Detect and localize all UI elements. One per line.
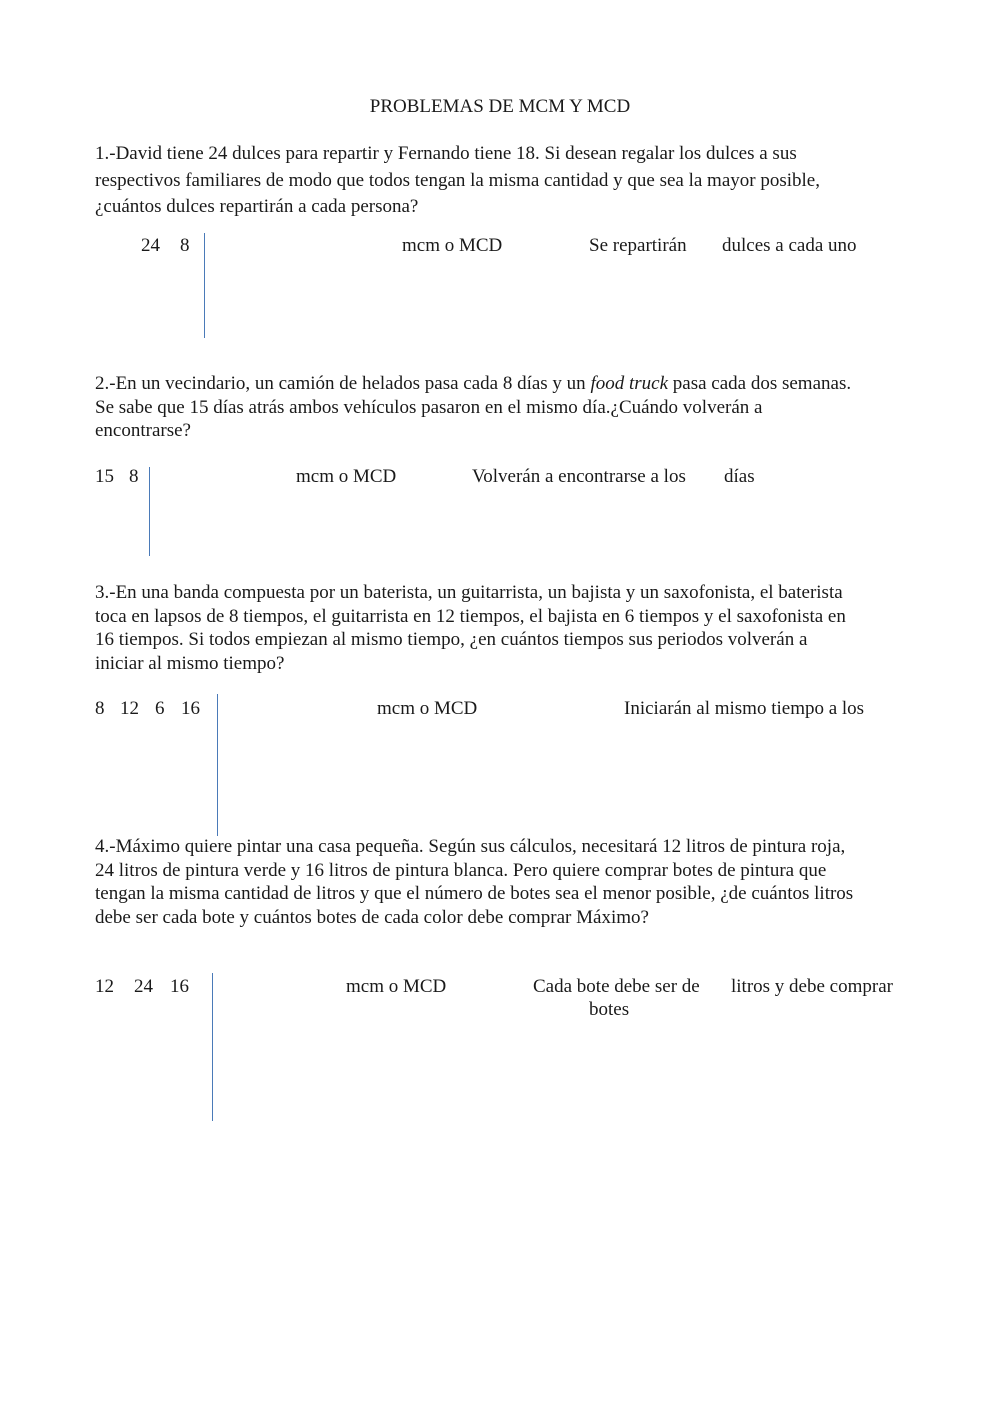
problem-3-number: 6 [155,698,165,719]
problem-3-number: 16 [181,698,200,719]
problem-4-number: 24 [134,976,153,997]
problem-1-line: ¿cuántos dulces repartirán a cada persona? [95,196,419,217]
problem-1-line: 1.-David tiene 24 dulces para repartir y Fernando tiene 18. Si desean regalar los dulces a sus [95,143,797,164]
problem-2-line: encontrarse? [95,420,191,441]
problem-1-number: 24 [141,235,160,256]
problem-1-method-label: mcm o MCD [402,235,503,256]
division-line [212,973,213,1121]
problem-2-statement [95,372,910,443]
problem-4-line: tengan la misma cantidad de litros y que el número de botes sea el menor posible, ¿de cuántos litros [95,883,854,904]
problem-1-answer-text: Se repartirán [589,235,687,256]
problem-4-answer-text: Cada bote debe ser de [533,976,700,997]
problem-4-line: debe ser cada bote y cuántos botes de cada color debe comprar Máximo? [95,906,649,928]
problem-2-text: 2.-En un vecindario, un camión de helados pasa cada 8 días y un [95,373,591,394]
problem-1-answer-text: dulces a cada uno [722,235,857,256]
problem-4-number: 12 [95,976,114,997]
problem-3-line: 16 tiempos. Si todos empiezan al mismo tiempo, ¿en cuántos tiempos sus periodos volverán a [95,629,808,650]
problem-3-method-label: mcm o MCD [377,698,478,719]
page-title: PROBLEMAS DE MCM Y MCD [369,96,631,117]
problem-4-answer-text: botes [589,999,630,1020]
problem-2-number: 15 [95,466,114,487]
problem-2-text: pasa cada dos semanas. [668,373,852,394]
problem-1-line: respectivos familiares de modo que todos tengan la misma cantidad y que sea la mayor posible, [95,169,820,191]
problem-1-statement [95,142,910,219]
problem-2-answer-text: Volverán a encontrarse a los [472,466,686,487]
problem-2-answer-text: días [724,466,755,487]
problem-2-line [95,372,910,396]
problem-4-statement [95,835,910,929]
problem-2-line: Se sabe que 15 días atrás ambos vehículos pasaron en el mismo día.¿Cuándo volverán a [95,396,763,418]
division-line [217,694,218,836]
division-line [204,233,205,338]
problem-2-number: 8 [129,466,139,487]
division-line [149,467,150,556]
problem-1-number: 8 [180,235,190,256]
problem-3-number: 12 [120,698,139,719]
problem-2-italic-term: food truck [590,373,669,394]
problem-3-line: 3.-En una banda compuesta por un baterista, un guitarrista, un bajista y un saxofonista, el baterista [95,582,843,603]
problem-4-number: 16 [170,976,189,997]
problem-4-answer-text: litros y debe comprar [731,976,893,997]
problem-3-statement [95,581,910,675]
problem-4-line: 4.-Máximo quiere pintar una casa pequeña. Según sus cálculos, necesitará 12 litros de pintura roja, [95,836,846,857]
problem-3-answer-text: Iniciarán al mismo tiempo a los [624,698,865,719]
problem-3-line: toca en lapsos de 8 tiempos, el guitarrista en 12 tiempos, el bajista en 6 tiempos y el saxofonista en [95,605,846,627]
problem-4-line: 24 litros de pintura verde y 16 litros de pintura blanca. Pero quiere comprar botes de pintura que [95,859,827,881]
problem-4-method-label: mcm o MCD [346,976,447,997]
problem-3-number: 8 [95,698,105,719]
problem-2-method-label: mcm o MCD [296,466,397,487]
problem-3-line: iniciar al mismo tiempo? [95,652,285,674]
